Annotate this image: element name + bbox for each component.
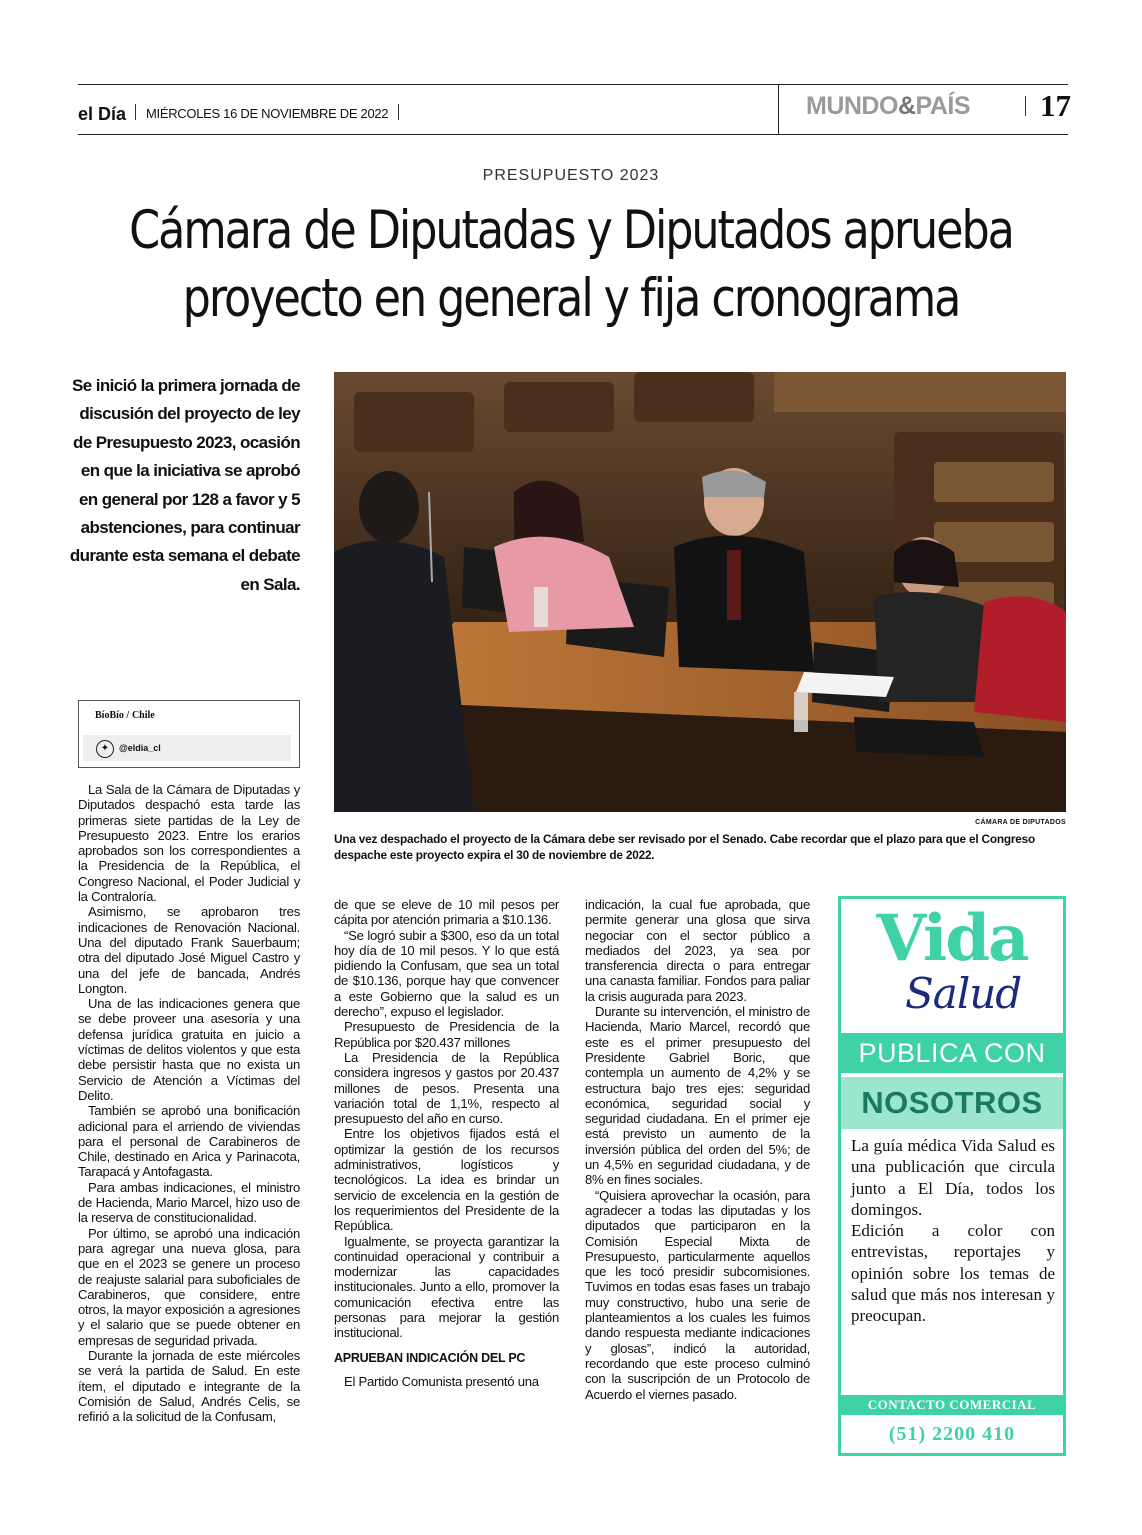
section-name-b: PAÍS bbox=[915, 92, 970, 120]
header-divider bbox=[1025, 96, 1026, 116]
paragraph: La Presidencia de la República considera ingresos y gastos por 20.437 millones de pesos. Presenta una variación total de 1,1%, respecto al presupuesto del año en curso. bbox=[334, 1049, 559, 1127]
article-column-1 bbox=[78, 782, 300, 1424]
chamber-photo-illustration bbox=[334, 372, 1066, 812]
article-column-2 bbox=[334, 897, 559, 1389]
section-box-divider bbox=[778, 84, 779, 134]
article-headline bbox=[125, 197, 1017, 333]
twitter-row[interactable] bbox=[83, 735, 291, 761]
paragraph: Durante la jornada de este miércoles se verá la partida de Salud. En este ítem, el diputado e integrante de la Comisión de Salud, Andrés Celis, se refirió a la solicitud de la Confusam, bbox=[78, 1347, 300, 1425]
section-name bbox=[806, 92, 970, 121]
paragraph: Igualmente, se proyecta garantizar la continuidad operacional y contribuir a modernizar las capacidades institucionales. Junto a ello, promover la comunicación efectiva entre las personas para mejorar la gestión institucional. bbox=[334, 1233, 559, 1341]
paragraph: Para ambas indicaciones, el ministro de Hacienda, Mario Marcel, hizo uso de la reserva de constitucionalidad. bbox=[78, 1179, 300, 1226]
headline-line-2: proyecto en general y fija cronograma bbox=[182, 268, 960, 329]
paragraph: Presupuesto de Presidencia de la República por $20.437 millones bbox=[334, 1019, 559, 1050]
vida-salud-ad[interactable] bbox=[838, 896, 1066, 1456]
paragraph: Una de las indicaciones genera que se debe proveer una asesoría y una defensa jurídica gratuita en juicio a víctimas de delitos violentos y que esta debe persistir hasta que no exista un Servicio de Atención a Víctimas del Delito. bbox=[78, 996, 300, 1103]
article-lead: Se inició la primera jornada de discusión del proyecto de ley de Presupuesto 2023, ocasión en que la iniciativa se aprobó en general por 128 a favor y 5 abstenciones, para continuar durante esta semana el debate en Sala. bbox=[69, 376, 300, 594]
ad-text-1: La guía médica Vida Salud es una publicación que circula junto a El Día, todos los domingos. bbox=[851, 1136, 1055, 1219]
photo-caption: Una vez despachado el proyecto de la Cámara debe ser revisado por el Senado. Cabe recordar que el plazo para que el Congreso despache este proyecto expira el 30 de noviembre de 2022. bbox=[334, 832, 1035, 862]
ad-salud-logo: Salud bbox=[905, 969, 1022, 1018]
ad-publica-banner: PUBLICA CON bbox=[841, 1033, 1063, 1073]
paragraph: También se aprobó una bonificación adicional para el arriendo de viviendas para el personal de Carabineros de Chile, destinado en Arica y Parinacota, Tarapacá y Antofagasta. bbox=[78, 1103, 300, 1180]
header-divider bbox=[135, 104, 136, 120]
ad-phone[interactable]: (51) 2200 410 bbox=[841, 1415, 1063, 1453]
paragraph: El Partido Comunista presentó una bbox=[344, 1373, 539, 1389]
paragraph: “Quisiera aprovechar la ocasión, para agradecer a todas las diputadas y los diputados que participaron en la Comisión Especial Mixta de Presupuesto, particularmente aquellos que les tocó presidir subcomisiones. Tuvimos en todas esas fases un trabajo muy constructivo, hubo una serie de planteamientos a los cuales les fuimos dando respuesta mediante indicaciones y glosas”, indicó la autoridad, recordando que este proceso culminó con la suscripción de un Protocolo de Acuerdo el viernes pasado. bbox=[585, 1187, 810, 1402]
ad-text-2: Edición a color con entrevistas, reportajes y opinión sobre los temas de salud que más nos interesan y preocupan. bbox=[851, 1221, 1055, 1326]
photo-credit: CÁMARA DE DIPUTADOS bbox=[975, 819, 1066, 826]
twitter-handle[interactable]: @eldia_cl bbox=[119, 743, 161, 753]
header-bottom-rule bbox=[78, 134, 1068, 135]
paragraph: Asimismo, se aprobaron tres indicaciones de Renovación Nacional. Una del diputado Frank Sauerbaum; otra del diputado José Miguel Castro y una del jefe de bancada, Andrés Longton. bbox=[78, 904, 300, 996]
article-kicker: PRESUPUESTO 2023 bbox=[482, 167, 660, 184]
paragraph: de que se eleve de 10 mil pesos per cápita por atención primaria a $10.136. bbox=[334, 897, 559, 928]
paragraph: Por último, se aprobó una indicación para agregar una nueva glosa, para que en el 2023 se genere un proceso de reajuste salarial para suboficiales de Carabineros, que considere, entre otros, la mayor exposición a agresiones y el salario que se puede obtener en empresas de seguridad privada. bbox=[78, 1225, 300, 1348]
paragraph: Entre los objetivos fijados está el optimizar la gestión de los recursos administrativos, logísticos y tecnológicos. La idea es brindar un servicio de excelencia en la gestión de los requerimientos del Presidente de la República. bbox=[334, 1126, 559, 1234]
article-subhead: APRUEBAN INDICACIÓN DEL PC bbox=[334, 1350, 526, 1365]
ad-vida-logo: Vida bbox=[876, 901, 1028, 976]
ad-contact-label: CONTACTO COMERCIAL bbox=[841, 1395, 1063, 1415]
paragraph: La Sala de la Cámara de Diputadas y Diputados despachó esta tarde las primeras siete partidas de la Ley de Presupuesto 2023. Entre los erarios aprobados son los correspondientes a la Presidencia de la República, el Congreso Nacional, el Poder Judicial y la Contraloría. bbox=[78, 782, 300, 905]
ad-nosotros-banner: NOSOTROS bbox=[841, 1077, 1063, 1129]
source-box bbox=[78, 700, 300, 768]
ad-description bbox=[851, 1135, 1055, 1327]
twitter-icon: ✦ bbox=[96, 740, 114, 758]
header-divider bbox=[398, 104, 399, 120]
source-line bbox=[95, 709, 155, 721]
article-photo bbox=[334, 372, 1066, 812]
paragraph: indicación, la cual fue aprobada, que permite generar una glosa que sirva negociar con el sector público a mediados del 2023, ya sea por transferencia directa o para entregar una canasta familiar. Fondos para paliar la crisis augurada para 2023. bbox=[585, 897, 810, 1004]
article-column-3 bbox=[585, 897, 810, 1402]
paragraph: “Se logró subir a $300, eso da un total hoy día de 10 mil pesos. Y lo que está pidiendo la Confusam, que sea un total de $10.136, porque hay que convencer a este Gobierno que la salud es un derecho”, expuso el legislador. bbox=[334, 927, 559, 1020]
headline-line-1: Cámara de Diputadas y Diputados aprueba bbox=[129, 200, 1013, 261]
newspaper-brand: el Día bbox=[78, 104, 127, 124]
issue-date: MIÉRCOLES 16 DE NOVIEMBRE DE 2022 bbox=[146, 106, 389, 121]
section-amp: & bbox=[897, 92, 916, 120]
header-top-rule bbox=[78, 84, 1068, 85]
source-region: Chile bbox=[131, 710, 155, 721]
paragraph: Durante su intervención, el ministro de Hacienda, Mario Marcel, recordó que este es el primer presupuesto del Presidente Gabriel Boric, que contempla un aumento de 4,2% y se estructura bajo tres ejes: seguridad económica, seguridad social y seguridad ciudadana. En el primer eje está previsto un aumento de la inversión pública del orden del 5%; de un 4,5% en seguridad ciudadana, y de 8% en fines sociales. bbox=[585, 1004, 810, 1188]
section-name-a: MUNDO bbox=[806, 92, 898, 120]
page-number: 17 bbox=[1040, 88, 1071, 123]
source-name: BíoBío / bbox=[95, 710, 130, 721]
